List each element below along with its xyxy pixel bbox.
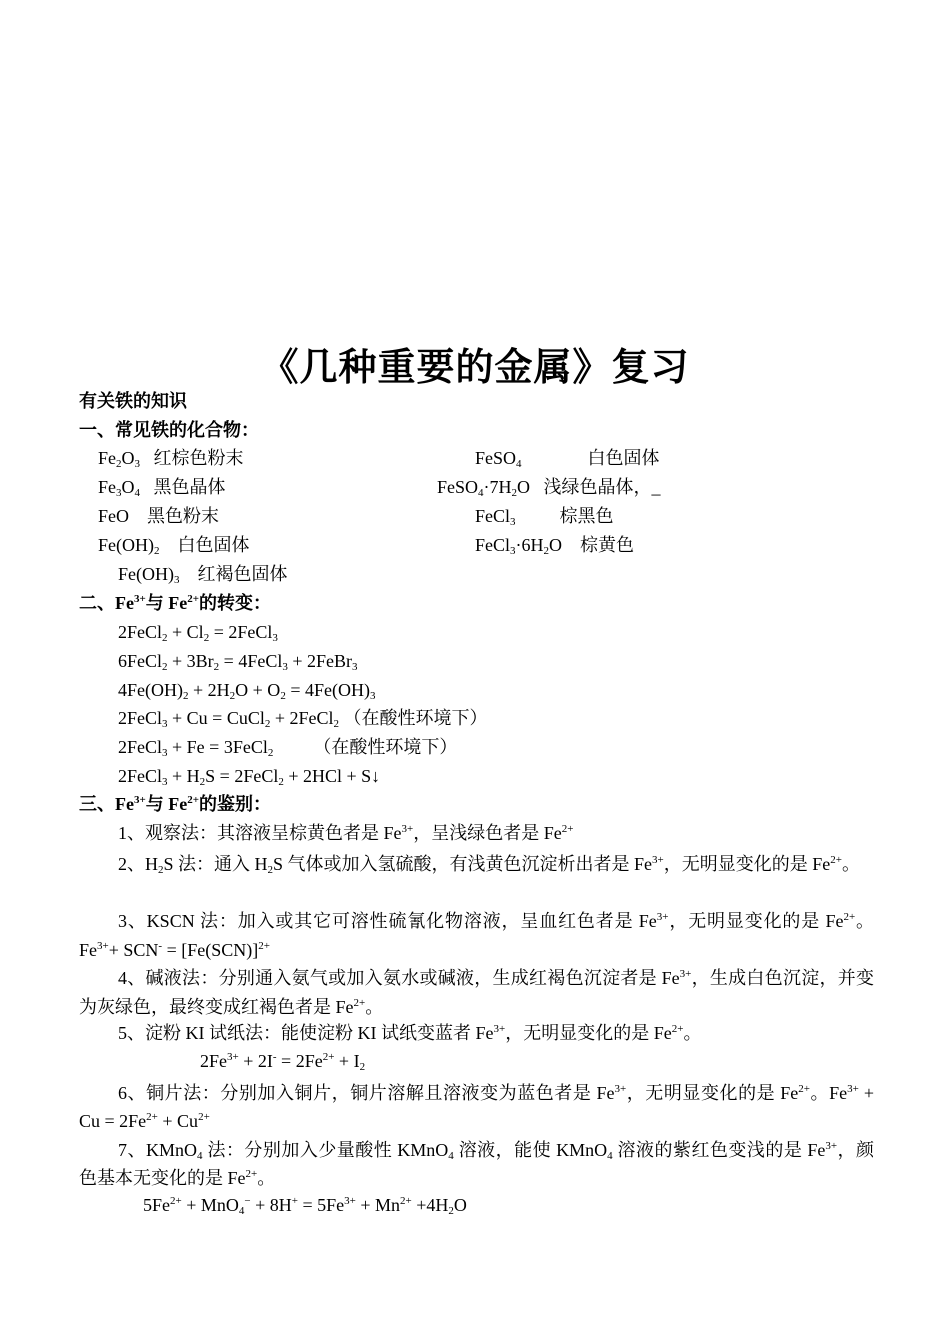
method-7: 7、KMnO$_4$ 法：分别加入少量酸性 KMnO$_4$ 溶液，能使 KMnO$_4$ 溶液的紫红色变浅的是 $Fe^{3+}$，颜色基本无变化的是 $Fe^{2+}$。 — [79, 1140, 875, 1188]
section-3-heading: 三、$Fe^{3+}$与 $Fe^{2+}$的鉴别： — [79, 794, 272, 814]
method-3: 3、KSCN 法：加入或其它可溶性硫氰化物溶液，呈血红色者是 $Fe^{3+}$，无明显变化的是 $Fe^{2+}$。$Fe^{3+}+ SCN^- = [Fe(SCN)]^{2+}$ — [79, 911, 875, 960]
method-5-equation: $2Fe^{3+} + 2I^- = 2Fe^{2+} + I_2$ — [200, 1051, 366, 1073]
equation-4: 2FeCl$_3$ + Cu = CuCl$_2$ + 2FeCl$_2$ （在酸性环境下） — [118, 708, 488, 730]
method-5: 5、淀粉 KI 试纸法：能使淀粉 KI 试纸变蓝者 $Fe^{3+}$，无明显变化的是 $Fe^{2+}$。 — [118, 1023, 702, 1043]
equation-3: $4Fe(OH)_2 + 2H_2O + O_2 = 4Fe(OH)_3$ — [118, 680, 376, 702]
compound-feoh3: $Fe(OH)_3$ 红褐色固体 — [118, 564, 288, 586]
compound-fecl3-6h2o: $FeCl_3\cdot 6H_2O$ 棕黄色 — [475, 535, 635, 557]
compound-feso4: FeSO$_4$ 白色固体 — [475, 448, 660, 470]
compound-feo: FeO 黑色粉末 — [98, 506, 219, 526]
method-2: 2、$H_2S$ 法：通入 $H_2S$ 气体或加入氢硫酸，有浅黄色沉淀析出者是 $Fe^{3+}$，无明显变化的是 $Fe^{2+}$。 — [118, 854, 860, 876]
method-4: 4、碱液法：分别通入氨气或加入氨水或碱液，生成红褐色沉淀者是 $Fe^{3+}$，生成白色沉淀，并变为灰绿色，最终变成红褐色者是 $Fe^{2+}$。 — [79, 968, 875, 1017]
equation-5: 2FeCl$_3$ + Fe = 3FeCl$_2$ （在酸性环境下） — [118, 737, 458, 759]
method-1: 1、观察法：其溶液呈棕黄色者是 $Fe^{3+}$，呈浅绿色者是 $Fe^{2+}$ — [118, 823, 574, 843]
compound-fe3o4: $Fe_3O_4$ 黑色晶体 — [98, 477, 226, 499]
compound-feso4-7h2o: $FeSO_4\cdot 7H_2O$ 浅绿色晶体，_ — [437, 477, 661, 499]
section-1-heading: 一、常见铁的化合物： — [79, 420, 259, 440]
equation-6: 2FeCl$_3$ + $H_2S$ = 2FeCl$_2$ + 2HCl + S↓ — [118, 766, 381, 788]
equation-2: 6FeCl$_2$ + $3Br_2$ = 4FeCl$_3$ + 2FeBr$_3$ — [118, 651, 358, 673]
compound-fe2o3: $Fe_2O_3$ 红棕色粉末 — [98, 448, 244, 470]
method-6: 6、铜片法：分别加入铜片，铜片溶解且溶液变为蓝色者是 $Fe^{3+}$，无明显变化的是 $Fe^{2+}$。$Fe^{3+} + Cu = 2Fe^{2+} + Cu^{2+}$ — [79, 1083, 875, 1131]
compound-feoh2: $Fe(OH)_2$ 白色固体 — [98, 535, 250, 557]
page-title: 《几种重要的金属》复习 — [260, 345, 690, 389]
method-7-equation: $5Fe^{2+} + MnO_4^- + 8H^+ = 5Fe^{3+} + Mn^{2+} +4H_2O$ — [143, 1195, 467, 1217]
section-subtitle: 有关铁的知识 — [79, 391, 187, 411]
equation-1: 2FeCl$_2$ + $Cl_2$ = 2FeCl$_3$ — [118, 622, 278, 644]
section-2-heading: 二、$Fe^{3+}$与 $Fe^{2+}$的转变： — [79, 593, 272, 613]
compound-fecl3: FeCl$_3$ 棕黑色 — [475, 506, 614, 528]
